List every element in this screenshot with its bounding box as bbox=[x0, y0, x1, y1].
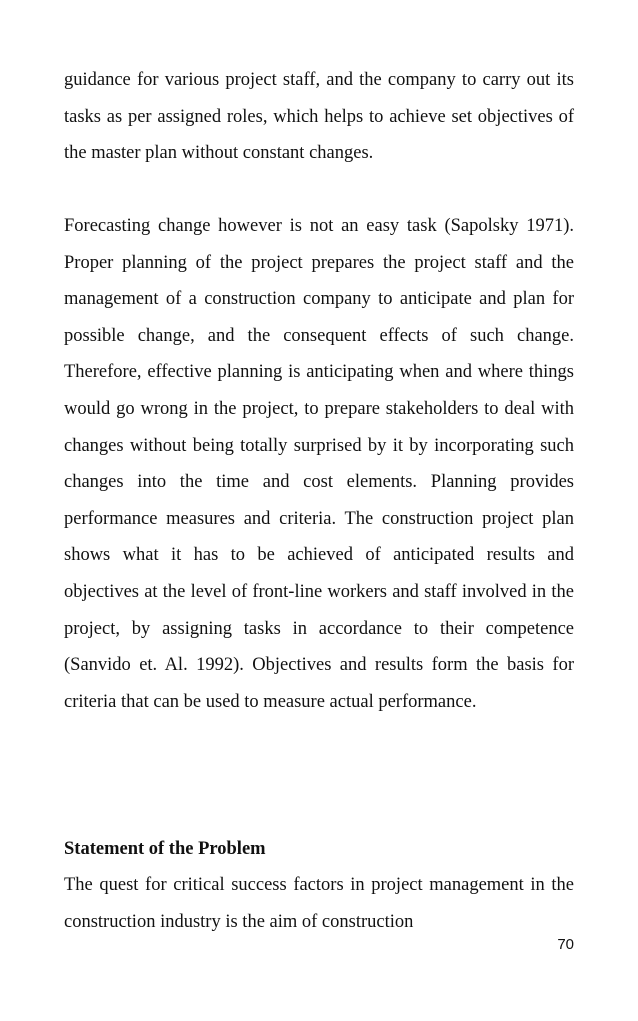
page-number: 70 bbox=[557, 936, 574, 953]
paragraph-forecasting-change: Forecasting change however is not an easy task (Sapolsky 1971). Proper planning of the project prepares the project staff and the management of a construction company to anticipate and plan for possible change, and the consequent effects of such change. Therefore, effective planning is anticipating when and where things would go wrong in the project, to prepare stakeholders to deal with changes without being totally surprised by it by incorporating such changes into the time and cost elements. Planning provides performance measures and criteria. The construction project plan shows what it has to be achieved of anticipated results and objectives at the level of front-line workers and staff involved in the project, by assigning tasks in accordance to their competence (Sanvido et. Al. 1992). Objectives and results form the basis for criteria that can be used to measure actual performance. bbox=[64, 216, 574, 712]
section-heading: Statement of the Problem bbox=[64, 839, 266, 859]
paragraph-problem-statement: The quest for critical success factors in project management in the construction industry is the aim of construction bbox=[64, 875, 574, 932]
paragraph-continuation: guidance for various project staff, and the company to carry out its tasks as per assigned roles, which helps to achieve set objectives of the master plan without constant changes. bbox=[64, 70, 574, 163]
